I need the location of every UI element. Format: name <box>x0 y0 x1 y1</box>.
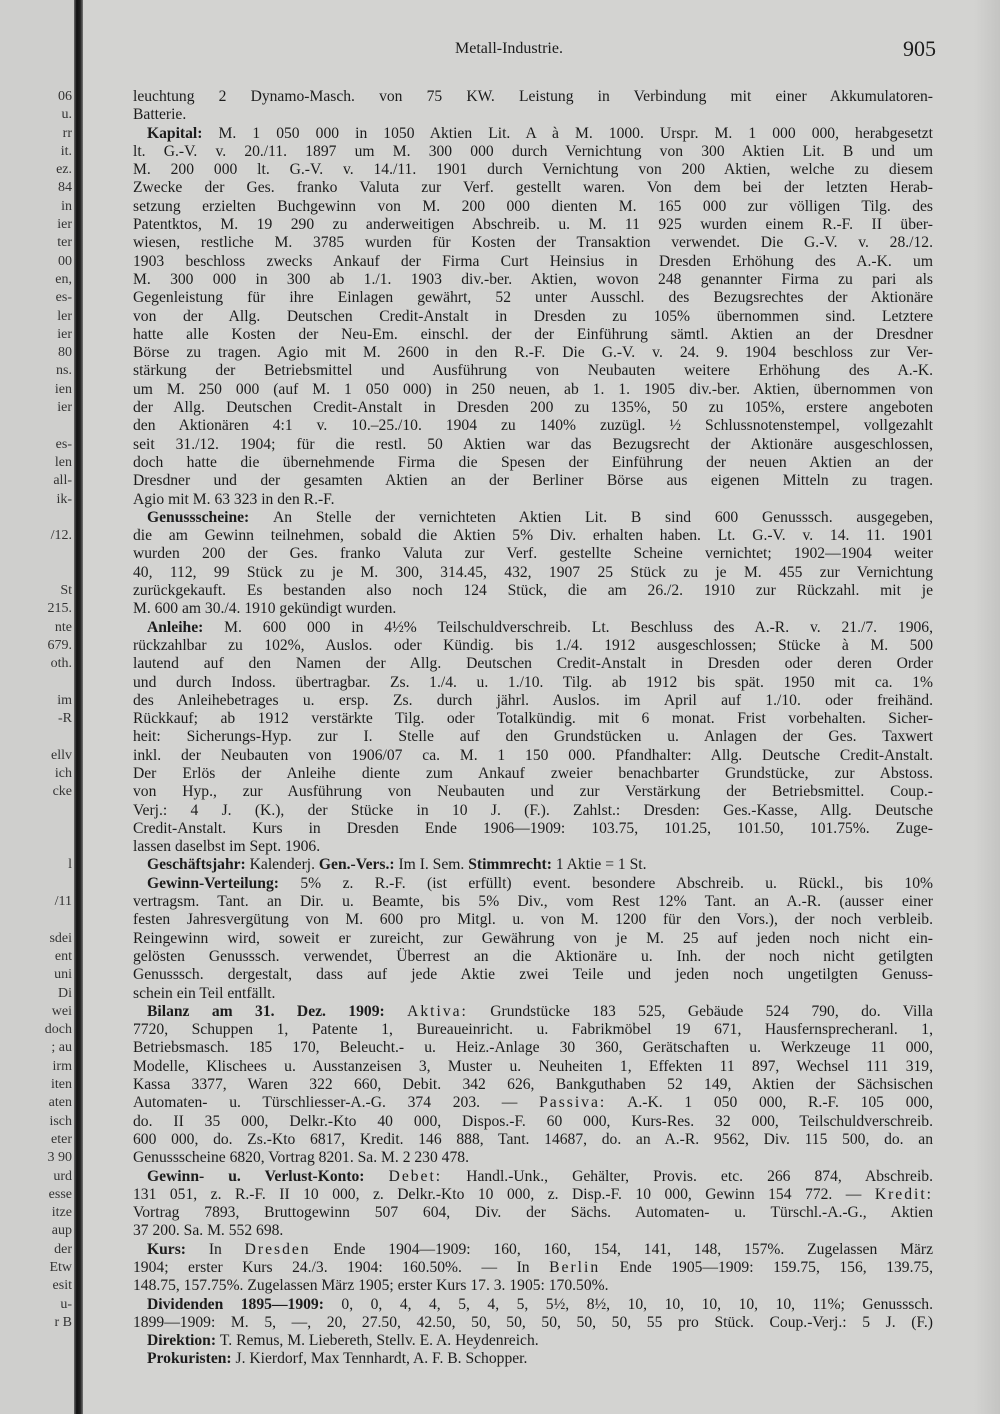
text-segment: M. 600 000 in 4½% Teilschuldverschreib. Lt. Beschluss des A.-R. v. 21./7. 1906, <box>224 618 933 636</box>
margin-fragment: 80 <box>58 345 72 361</box>
text-segment: An Stelle der vernichteten Aktien Lit. B sind 600 Genusssch. ausgegeben, <box>273 508 933 526</box>
margin-fragment: uni <box>54 967 72 983</box>
text-line <box>133 930 933 948</box>
text-line <box>133 271 933 289</box>
text-segment: Gegenleistung für ihre Einlagen gewährt, 52 unter Ausschl. des Bezugsrechtes der Aktionäre <box>133 289 933 307</box>
text-line <box>133 491 933 509</box>
text-line <box>133 655 933 673</box>
margin-fragment: in <box>61 198 72 214</box>
text-line <box>133 820 933 838</box>
text-segment: Handl.-Unk., Gehälter, Provis. etc. 266 874, Abschreib. <box>442 1167 933 1185</box>
text-line <box>133 1314 933 1332</box>
text-line <box>133 362 933 380</box>
margin-fragment <box>28 875 72 893</box>
text-line <box>133 985 933 1003</box>
text-line <box>133 234 933 252</box>
text-segment: Modelle, Klischees u. Ausstanzeisen 3, Muster u. Neuheiten 1, Effekten 11 897, Wechsel 111 319, <box>133 1057 933 1075</box>
text-line <box>133 710 933 728</box>
margin-fragment: -R <box>58 711 72 727</box>
margin-fragment: sdei <box>49 930 72 946</box>
section-heading: Direktion: <box>147 1332 220 1350</box>
text-segment: die am Gewinn teilnehmen, sobald die Aktien 5% Div. erhalten haben. Lt. G.-V. v. 14. 11. 1901 <box>133 527 933 545</box>
margin-fragment: nte <box>54 619 72 635</box>
text-line <box>133 1076 933 1094</box>
margin-fragment: 84 <box>58 180 72 196</box>
text-segment: doch hatte die übernehmende Firma die Spesen der Einführung der neuen Aktien an der <box>133 453 933 471</box>
body-text <box>133 88 933 1369</box>
margin-fragment: itze <box>51 1205 72 1221</box>
text-segment: In <box>208 1240 245 1258</box>
text-line <box>133 582 933 600</box>
text-line <box>133 692 933 710</box>
text-line <box>133 728 933 746</box>
text-line <box>133 399 933 417</box>
margin-fragment: u- <box>60 1296 72 1312</box>
page-edge-shadow <box>974 0 1000 1414</box>
margin-fragment: u. <box>61 107 72 123</box>
text-line <box>133 326 933 344</box>
margin-fragment: ier <box>57 326 72 342</box>
text-segment: des Anleihebetrages u. ersp. Zs. durch jährl. Auslos. im April auf 1./10. oder freihänd. <box>133 691 933 709</box>
text-segment: Dresdner und der gesamten Aktien an der Berliner Börse aus eigenen Mitteln zu tragen. <box>133 472 933 490</box>
margin-fragment: /11 <box>54 894 72 910</box>
text-line <box>133 417 933 435</box>
margin-fragment: ter <box>57 235 72 251</box>
text-segment: und durch Indoss. übertragbar. Zs. 1./4. u. 1./10. Tilg. ab 1912 bis spät. 1950 mit ca. 1% <box>133 673 933 691</box>
text-segment: hatte alle Kosten der Neu-Em. einschl. der der Einführung sämtl. Aktien an der Dresdner <box>133 325 933 343</box>
margin-fragment <box>28 674 72 692</box>
text-line <box>133 88 933 106</box>
text-line <box>133 436 933 454</box>
text-segment: rückzahlbar zu 102%, Auslos. oder Kündig. bis 1./4. 1912 ausgeschlossen; Stücke à M. 500 <box>133 636 933 654</box>
text-segment: Zwecke der Ges. franko Valuta zur Verf. gestellt waren. Von dem bei der letzten Herab- <box>133 179 933 197</box>
text-segment: wiesen, restliche M. 3785 wurden für Kosten der Transaktion verwendet. Die G.-V. v. 28./12. <box>133 234 933 252</box>
binding-gutter <box>74 0 83 1414</box>
text-line <box>133 1350 933 1368</box>
margin-fragment: ellv <box>51 747 72 763</box>
text-segment: Aktiva: <box>407 1002 468 1020</box>
text-segment: 1903 beschloss zwecks Ankauf der Firma Curt Heinsius in Dresden Erhöhung des A.-K. um <box>133 252 933 270</box>
text-segment: Automaten- u. Türschliesser-A.-G. 374 203. — <box>133 1094 540 1112</box>
text-segment: Ende 1904—1909: 160, 160, 154, 141, 148, 157%. Zugelassen März <box>310 1240 933 1258</box>
text-line <box>133 143 933 161</box>
margin-fragment <box>28 820 72 838</box>
text-segment: 7720, Schuppen 1, Patente 1, Bureaueinricht. u. Fabrikmöbel 19 671, Hausfernsprecheranl. 1, <box>133 1021 933 1039</box>
text-segment: seit 31./12. 1904; für die restl. 50 Aktien war das Bezugsrecht der Aktionäre ausgeschlossen, <box>133 435 933 453</box>
text-segment: Reingewinn wird, soweit er zureicht, zur Gewährung von je M. 25 auf jeden noch nicht ein- <box>133 929 933 947</box>
margin-fragment: der <box>54 1241 72 1257</box>
margin-fragment: es- <box>55 436 72 452</box>
text-segment: vertragsm. Tant. an Dir. u. Beamte, bis 5% Div., vom Rest 12% Tant. an A.-R. (ausser einer <box>133 893 933 911</box>
text-segment: zurückgekauft. Es bestanden also noch 124 Stück, die am 26./2. 1910 zur Rückzahl. mit je <box>133 582 933 600</box>
margin-fragment: /12. <box>50 528 72 544</box>
text-segment: 1899—1909: M. 5, —, 20, 27.50, 42.50, 50, 50, 50, 50, 50, 55 pro Stück. Coup.-Verj.: 5 J. (F.) <box>133 1313 933 1331</box>
text-line <box>133 1259 933 1277</box>
text-line <box>133 216 933 234</box>
margin-fragment: esse <box>48 1186 72 1202</box>
text-line <box>133 1222 933 1240</box>
text-line <box>133 509 933 527</box>
section-heading: Gewinn- u. Verlust-Konto: <box>147 1167 389 1185</box>
margin-fragment <box>28 564 72 582</box>
text-segment: A.-K. 1 050 000, R.-F. 105 000, <box>606 1094 933 1112</box>
text-segment: Grundstücke 183 525, Gebäude 524 790, do. Villa <box>467 1002 933 1020</box>
text-segment: festen Jahresvergütung von M. 600 pro Mitgl. u. von M. 1200 für den Vors.), der noch verbleib. <box>133 911 933 929</box>
margin-fragment: all- <box>53 473 72 489</box>
text-segment: Verj.: 4 J. (K.), der Stücke in 10 J. (F.). Zahlst.: Dresden: Ges.-Kasse, Allg. Deutsche <box>133 801 933 819</box>
margin-fragment: St <box>60 583 72 599</box>
margin-fragment: ; au <box>51 1040 72 1056</box>
text-segment: Der Erlös der Anleihe diente zum Ankauf zweier benachbarter Grundstücke, zur Abstoss. <box>133 764 933 782</box>
section-heading: Prokuristen: <box>147 1350 236 1368</box>
text-line <box>133 1241 933 1259</box>
text-segment: Patentktos, M. 19 290 zu anderweitigen Abschreib. u. M. 11 925 wurden einem R.-F. II über- <box>133 216 933 234</box>
text-line <box>133 564 933 582</box>
margin-fragment <box>28 509 72 527</box>
text-segment: inkl. der Neubauten von 1906/07 ca. M. 1 150 000. Pfandhalter: Allg. Deutsche Credit-Anstalt. <box>133 746 933 764</box>
text-segment: Rückkauf; ab 1912 verstärkte Tilg. oder Totalkündig. mit 6 monat. Frist vorbehalten. Sicher- <box>133 710 933 728</box>
text-line <box>133 674 933 692</box>
text-segment: 1 Aktie = 1 St. <box>555 856 647 874</box>
text-line <box>133 966 933 984</box>
text-segment: Berlin <box>549 1259 601 1276</box>
text-line <box>133 1149 933 1167</box>
margin-fragment: ich <box>54 765 72 781</box>
text-segment: wurden 200 der Ges. franko Valuta zur Verf. gestellte Scheine vernichtet; 1902—1904 weiter <box>133 545 933 563</box>
text-line <box>133 253 933 271</box>
text-line <box>133 1058 933 1076</box>
text-segment: Passiva: <box>539 1094 607 1112</box>
margin-fragment <box>28 802 72 820</box>
margin-fragment: 3 90 <box>47 1150 72 1166</box>
text-line <box>133 1168 933 1186</box>
text-segment: T. Remus, M. Liebereth, Stellv. E. A. Heydenreich. <box>219 1332 539 1350</box>
margin-fragment: 215. <box>47 601 72 617</box>
text-segment: Genussscheine 6820, Vortrag 8201. Sa. M. 2 230 478. <box>133 1149 469 1167</box>
text-segment: 0, 0, 4, 4, 5, 4, 5, 5½, 8½, 10, 10, 10, 10, 10, 11%; Genusssch. <box>341 1295 933 1313</box>
text-segment: M. 1 050 000 in 1050 Aktien Lit. A à M. 1000. Urspr. M. 1 000 000, herabgesetzt <box>218 124 933 142</box>
margin-fragment: im <box>57 692 72 708</box>
text-line <box>133 765 933 783</box>
text-line <box>133 527 933 545</box>
text-line <box>133 179 933 197</box>
text-line <box>133 1003 933 1021</box>
text-segment: 600 000, do. Zs.-Kto 6817, Kredit. 146 888, Tant. 14687, do. an A.-R. 9562, Div. 115 500, do. an <box>133 1130 933 1148</box>
text-segment: der Allg. Deutschen Credit-Anstalt in Dresden 200 zu 135%, 50 zu 105%, erstere angeboten <box>133 399 933 417</box>
text-segment: 40, 112, 99 Stück zu je M. 300, 314.45, 432, 1907 25 Stück zu je M. 455 zur Vernichtung <box>133 563 933 581</box>
margin-fragment <box>28 545 72 563</box>
margin-fragment: urd <box>53 1168 72 1184</box>
text-line <box>133 783 933 801</box>
text-line <box>133 1021 933 1039</box>
margin-fragment: ez. <box>56 162 72 178</box>
margin-fragment: isch <box>49 1113 72 1129</box>
text-line <box>133 344 933 362</box>
text-segment: den Aktionären 4:1 v. 10.–25./10. 1904 zu 140% zuzügl. ½ Schlussnotenstempel, vollgezahlt <box>133 417 933 435</box>
margin-fragment: ent <box>54 948 72 964</box>
text-line <box>133 1277 933 1295</box>
text-line <box>133 1039 933 1057</box>
text-segment: 131 051, z. R.-F. II 10 000, z. Delkr.-Kto 10 000, z. Disp.-F. 10 000, Gewinn 154 772. — <box>133 1185 875 1203</box>
margin-fragment: r B <box>54 1314 72 1330</box>
margin-fragment: 679. <box>47 637 72 653</box>
margin-fragment: l <box>68 857 72 873</box>
text-line <box>133 545 933 563</box>
text-segment: Genusssch. dergestalt, dass auf jede Aktie zwei Teile und jeden noch ungetilgten Genuss- <box>133 966 933 984</box>
margin-fragment: wei <box>51 1003 72 1019</box>
margin-fragment: ien <box>54 381 72 397</box>
text-segment: Debet: <box>388 1167 443 1185</box>
text-line <box>133 1094 933 1112</box>
page-number: 905 <box>903 36 936 61</box>
text-line <box>133 106 933 124</box>
text-segment: von der Allg. Deutschen Credit-Anstalt in Dresden zu 105% übernommen sind. Letztere <box>133 307 933 325</box>
text-segment: Credit-Anstalt. Kurs in Dresden Ende 1906—1909: 103.75, 101.25, 101.50, 101.75%. Zuge- <box>133 819 933 837</box>
text-line <box>133 472 933 490</box>
text-line <box>133 637 933 655</box>
text-segment: gelösten Genusssch. verwendet, Überrest an die Aktionäre u. Inh. der noch nicht getilgten <box>133 947 933 965</box>
margin-fragment <box>28 911 72 929</box>
margin-fragment: ler <box>57 308 72 324</box>
text-segment: Ende 1905—1909: 159.75, 156, 139.75, <box>600 1259 933 1276</box>
text-line <box>133 948 933 966</box>
text-line <box>133 289 933 307</box>
section-heading: Anleihe: <box>147 618 225 636</box>
section-heading: Gewinn-Verteilung: <box>147 874 301 892</box>
text-line <box>133 381 933 399</box>
text-line <box>133 125 933 143</box>
margin-fragment: doch <box>44 1022 72 1038</box>
margin-fragment: rr <box>62 125 72 141</box>
text-line <box>133 1204 933 1222</box>
text-segment: Kalenderj. <box>249 856 319 874</box>
margin-fragment: len <box>54 454 72 470</box>
text-line <box>133 802 933 820</box>
margin-fragment: ns. <box>56 363 72 379</box>
text-segment: setzung erzielten Buchgewinn von M. 200 000 dienten M. 165 000 zur völligen Tilg. des <box>133 197 933 215</box>
section-heading: Bilanz am 31. Dez. 1909: <box>147 1002 408 1020</box>
margin-fragment: aten <box>48 1095 72 1111</box>
text-line <box>133 198 933 216</box>
text-line <box>133 308 933 326</box>
text-segment: Kredit: <box>874 1185 933 1203</box>
margin-fragment: irm <box>52 1058 72 1074</box>
text-line <box>133 856 933 874</box>
margin-fragment: es- <box>55 290 72 306</box>
text-line <box>133 600 933 618</box>
text-line <box>133 1296 933 1314</box>
text-segment: Vortrag 7893, Bruttogewinn 507 604, Div. der Sächs. Automaten- u. Türschl.-A.-G., Aktien <box>133 1204 933 1222</box>
text-segment: lt. G.-V. v. 20./11. 1897 um M. 300 000 durch Vernichtung von 300 Aktien Lit. B und um <box>133 142 933 160</box>
margin-fragment: it. <box>60 143 72 159</box>
text-line <box>133 875 933 893</box>
running-title: Metall-Industrie. <box>455 40 563 57</box>
section-heading: Kapital: <box>147 124 219 142</box>
text-line <box>133 1131 933 1149</box>
margin-fragment <box>28 417 72 435</box>
text-segment: Betriebsmasch. 185 170, Beleucht.- u. Heiz.-Anlage 30 360, Gerätschaften u. Werkzeuge 11 000, <box>133 1039 933 1057</box>
margin-fragment: en, <box>55 271 72 287</box>
margin-fragment: ik- <box>56 491 72 507</box>
margin-fragment: Di <box>58 985 72 1001</box>
text-line <box>133 1113 933 1131</box>
text-segment: Agio mit M. 63 323 in den R.-F. <box>133 490 335 508</box>
text-line <box>133 1186 933 1204</box>
section-heading: Gen.-Vers.: <box>318 856 399 874</box>
text-segment: 148.75, 157.75%. Zugelassen März 1905; erster Kurs 17. 3. 1905: 170.50%. <box>133 1277 609 1295</box>
text-line <box>133 747 933 765</box>
adjacent-page-fragments <box>28 88 72 1332</box>
margin-fragment <box>28 838 72 856</box>
text-segment: Kassa 3377, Waren 322 660, Debit. 342 626, Bankguthaben 52 149, Aktien der Sächsischen <box>133 1076 933 1094</box>
text-segment: Batterie. <box>133 106 187 124</box>
margin-fragment: ier <box>57 217 72 233</box>
margin-fragment: iten <box>51 1077 72 1093</box>
text-segment: J. Kierdorf, Max Tennhardt, A. F. B. Schopper. <box>235 1350 528 1368</box>
text-line <box>133 454 933 472</box>
text-segment: von Hyp., zur Ausführung von Neubauten und zur Verstärkung der Betriebsmittel. Coup.- <box>133 783 933 801</box>
section-heading: Kurs: <box>147 1240 209 1258</box>
margin-fragment: 06 <box>58 89 72 104</box>
text-segment: stärkung der Betriebsmittel und Ausführung von Neubauten weitere Erhöhung des A.-K. <box>133 362 933 380</box>
text-segment: do. II 35 000, Delkr.-Kto 40 000, Dispos.-F. 60 000, Kurs-Res. 32 000, Teilschuldverschreib. <box>133 1112 933 1130</box>
text-line <box>133 838 933 856</box>
text-line <box>133 893 933 911</box>
text-segment: heit: Sicherungs-Hyp. zur I. Stelle auf den Grundstücken u. Anlagen der Ges. Taxwert <box>133 728 933 746</box>
section-heading: Geschäftsjahr: <box>147 856 250 874</box>
text-line <box>133 161 933 179</box>
text-segment: um M. 250 000 (auf M. 1 050 000) in 250 neuen, ab 1. 1. 1905 div.-ber. Aktien, übernommen von <box>133 380 933 398</box>
text-line <box>133 911 933 929</box>
margin-fragment <box>28 728 72 746</box>
text-segment: lautend auf den Namen der Allg. Deutschen Credit-Anstalt in Dresden oder deren Order <box>133 655 933 673</box>
margin-fragment: eter <box>51 1131 72 1147</box>
section-heading: Dividenden 1895—1909: <box>147 1295 342 1313</box>
text-segment: 5% z. R.-F. (ist erfüllt) event. besondere Abschreib. u. Rückl., bis 10% <box>300 874 933 892</box>
section-heading: Genussscheine: <box>147 508 274 526</box>
margin-fragment: esit <box>52 1278 72 1294</box>
text-segment: M. 200 000 lt. G.-V. v. 14./11. 1901 durch Vernichtung von 200 Aktien, welche zu diesem <box>133 161 933 179</box>
text-segment: Börse zu tragen. Agio mit M. 2600 in den R.-F. Die G.-V. v. 24. 9. 1904 beschloss zur Ver- <box>133 344 933 362</box>
text-segment: Im I. Sem. <box>398 856 469 874</box>
text-segment: 1904; erster Kurs 24./3. 1904: 160.50%. — In <box>133 1259 550 1276</box>
margin-fragment: Etw <box>49 1260 72 1275</box>
text-segment: M. 600 am 30./4. 1910 gekündigt wurden. <box>133 600 397 618</box>
text-segment: Dresden <box>244 1240 311 1258</box>
text-segment: lassen daselbst im Sept. 1906. <box>133 838 321 856</box>
section-heading: Stimmrecht: <box>468 856 556 874</box>
margin-fragment: cke <box>52 784 72 800</box>
text-line <box>133 1332 933 1350</box>
text-line <box>133 619 933 637</box>
text-segment: schein ein Teil entfällt. <box>133 984 276 1002</box>
text-segment: 37 200. Sa. M. 552 698. <box>133 1222 284 1240</box>
margin-fragment: ier <box>57 400 72 416</box>
margin-fragment: 00 <box>58 253 72 269</box>
text-segment: leuchtung 2 Dynamo-Masch. von 75 KW. Leistung in Verbindung mit einer Akkumulatoren- <box>133 88 933 105</box>
margin-fragment: oth. <box>50 656 72 672</box>
text-segment: M. 300 000 in 300 ab 1./1. 1903 div.-ber. Aktien, wovon 248 genannter Firma zu pari als <box>133 270 933 288</box>
margin-fragment: aup <box>51 1223 72 1239</box>
